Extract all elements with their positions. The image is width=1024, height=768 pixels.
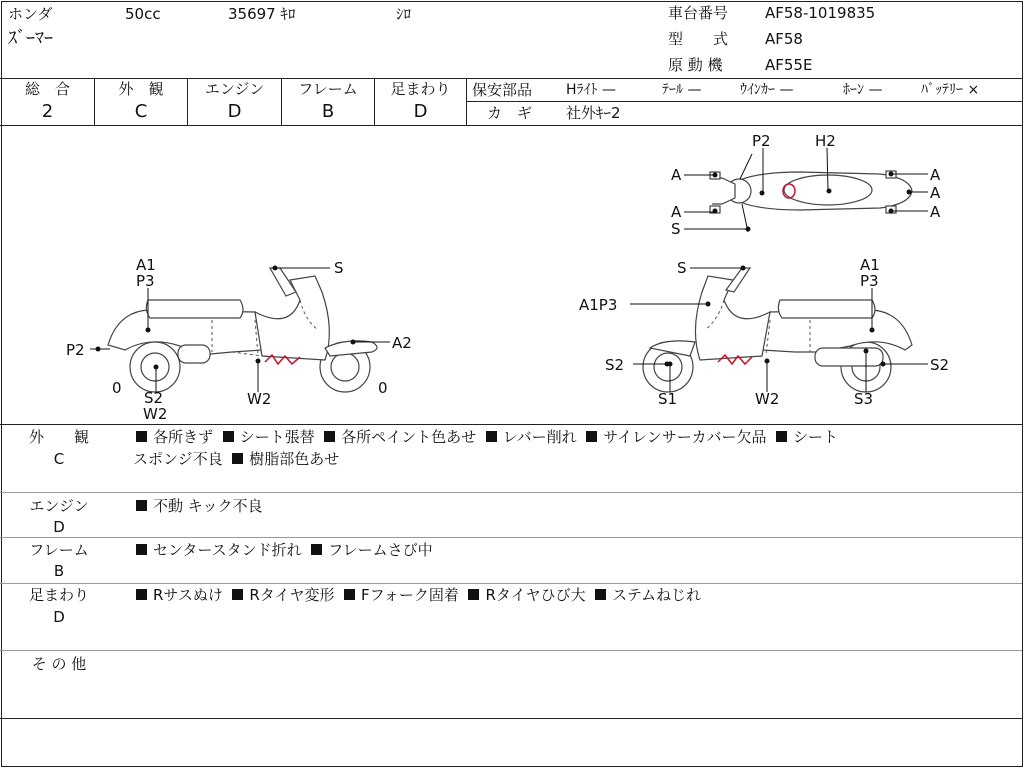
right-p3-label: P3 [860, 272, 879, 290]
remark-suspension-label: 足まわり [28, 586, 89, 604]
right-s1-label: S1 [658, 390, 678, 408]
frame-label: フレーム [298, 80, 358, 98]
left-s2-label: S2 [144, 389, 164, 407]
maker: ホンダ [8, 5, 53, 23]
right-s2-right-label: S2 [930, 356, 950, 374]
mileage: 35697 ｷﾛ [228, 5, 296, 23]
top-view-scooter [710, 154, 912, 232]
displacement: 50cc [125, 5, 161, 23]
overall-label: 総 合 [24, 80, 70, 98]
suspension-grade: D [413, 101, 428, 122]
left-zero-rear: 0 [378, 379, 388, 397]
engine-grade: D [227, 101, 242, 122]
frame-no: AF58-1019835 [765, 4, 876, 22]
engine-label: エンジン [204, 80, 265, 98]
key-value: 社外ｷｰ2 [566, 104, 621, 122]
top-a-label: A [930, 184, 941, 202]
safety-horn: ﾎｰﾝ — [843, 82, 883, 98]
color: ｼﾛ [396, 5, 412, 23]
top-a-label: A [930, 166, 941, 184]
exterior-label: 外 観 [118, 80, 164, 98]
right-s2-left-label: S2 [605, 356, 625, 374]
right-a1p3-label: A1P3 [579, 296, 618, 314]
left-w2-label: W2 [247, 390, 272, 408]
remark-frame-label: フレーム [29, 541, 89, 559]
safety-label: 保安部品 [472, 81, 533, 99]
left-zero-front: 0 [112, 379, 122, 397]
right-s3-label: S3 [854, 390, 874, 408]
remark-exterior-label: 外 観 [28, 428, 89, 446]
engine-items: 不動 キック不良 [136, 499, 262, 514]
remark-engine-grade: D [53, 518, 65, 536]
overall-grade: 2 [41, 101, 54, 122]
damage-diagram [0, 126, 1024, 424]
remark-suspension-grade: D [53, 608, 65, 626]
safety-battery: ﾊﾞｯﾃﾘｰ × [921, 82, 980, 98]
left-p3-label: P3 [136, 272, 155, 290]
exterior-grade: C [134, 101, 148, 122]
type-label: 型 式 [668, 30, 729, 48]
right-a1-label: A1 [860, 256, 880, 274]
remark-other-label: そ の 他 [31, 655, 87, 673]
model-name: ｽﾞｰﾏｰ [8, 28, 53, 49]
right-s-label: S [677, 259, 687, 277]
left-w2-bottom-label: W2 [143, 405, 168, 423]
frame-grade: B [321, 101, 335, 122]
suspension-items: Rサスぬけ Rタイヤ変形 Fフォーク固着 Rタイヤひび大 ステムねじれ [136, 588, 701, 603]
left-a1-label: A1 [136, 256, 156, 274]
remark-exterior-grade: C [53, 450, 65, 468]
left-a2-label: A2 [392, 334, 412, 352]
exterior-items-line1: 各所きず シート張替 各所ペイント色あせ レバー削れ サイレンサーカバー欠品 シート [136, 430, 838, 445]
engine-model-label: 原 動 機 [668, 56, 723, 74]
exterior-items-line2: スポンジ不良 樹脂部色あせ [133, 450, 340, 468]
top-a-label: A [671, 166, 682, 184]
safety-headlight: Hﾗｲﾄ — [566, 82, 616, 98]
key-label: カ ギ [487, 104, 533, 122]
top-s-label: S [671, 220, 681, 238]
top-a-label: A [671, 203, 682, 221]
top-a-label: A [930, 203, 941, 221]
suspension-label: 足まわり [390, 80, 451, 98]
right-w2-label: W2 [755, 390, 780, 408]
engine-model: AF55E [765, 56, 813, 74]
frame-no-label: 車台番号 [668, 4, 729, 22]
top-h2-label: H2 [815, 132, 836, 150]
left-p2-label: P2 [66, 341, 85, 359]
frame-items: センタースタンド折れ フレームさび中 [136, 543, 433, 558]
remark-engine-label: エンジン [29, 497, 89, 515]
safety-winker: ｳｲﾝｶｰ — [740, 82, 794, 98]
safety-taillight: ﾃｰﾙ — [662, 82, 702, 98]
type-value: AF58 [765, 30, 803, 48]
top-p2-label: P2 [752, 132, 771, 150]
left-s-label: S [334, 259, 344, 277]
remark-frame-grade: B [53, 562, 65, 580]
